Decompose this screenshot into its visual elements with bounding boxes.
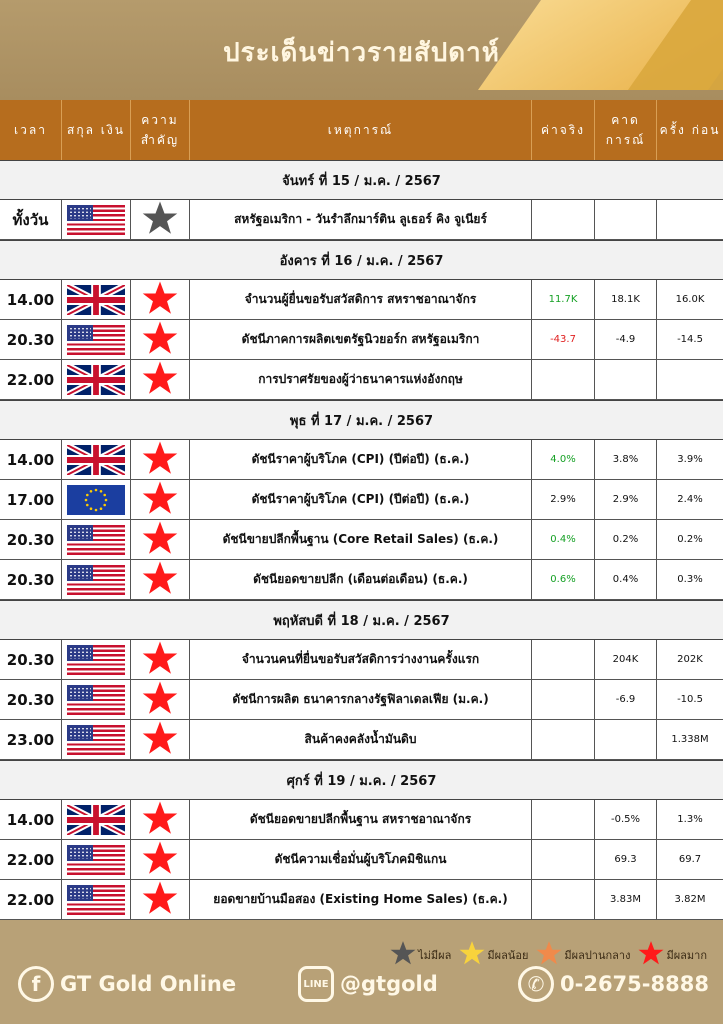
facebook-contact[interactable] (18, 966, 236, 1002)
importance-star-icon (142, 880, 178, 920)
event-row (0, 200, 723, 240)
previous-value: 3.9% (677, 454, 703, 465)
forecast-value: -4.9 (615, 334, 636, 345)
event-row (0, 280, 723, 320)
forecast-value: 2.9% (612, 494, 639, 505)
line-icon: LINE (298, 966, 334, 1002)
importance-star-icon (142, 800, 178, 840)
forecast-value: 3.83M (610, 894, 641, 905)
star-medium-icon (536, 940, 562, 969)
event-time: 22.00 (6, 370, 55, 389)
line-contact[interactable] (298, 966, 438, 1002)
event-name: สินค้าคงคลังน้ำมันดิบ (304, 732, 417, 746)
event-row (0, 840, 723, 880)
line-label: @gtgold (340, 972, 438, 996)
header-importance: ความ สำคัญ (131, 100, 190, 160)
event-row (0, 480, 723, 520)
importance-star-icon (142, 280, 178, 320)
event-time: 14.00 (6, 290, 55, 309)
importance-legend (390, 940, 713, 969)
event-name: ดัชนียอดขายปลีกพื้นฐาน สหราชอาณาจักร (249, 812, 472, 826)
actual-value: 0.6% (550, 574, 576, 585)
facebook-icon: f (18, 966, 54, 1002)
importance-star-icon (142, 480, 178, 520)
forecast-value: 3.8% (612, 454, 639, 465)
event-name: ดัชนีการผลิต ธนาคารกลางรัฐฟิลาเดลเฟีย (ม.ค.) (232, 692, 489, 706)
event-row (0, 800, 723, 840)
event-name: จำนวนผู้ยื่นขอรับสวัสดิการ สหราชอาณาจักร (244, 292, 477, 306)
phone-icon: ✆ (518, 966, 554, 1002)
previous-value: 0.2% (677, 534, 703, 545)
previous-value: 1.3% (677, 814, 703, 825)
previous-value: -14.5 (677, 334, 703, 345)
date-label: ศุกร์ ที่ 19 / ม.ค. / 2567 (286, 773, 437, 789)
forecast-value: 0.2% (612, 534, 639, 545)
us-flag-icon (67, 685, 125, 715)
event-row (0, 640, 723, 680)
star-high-icon (638, 940, 664, 969)
previous-value: 16.0K (675, 294, 705, 305)
forecast-value: -0.5% (610, 814, 640, 825)
uk-flag-icon (67, 805, 125, 835)
event-time: 20.30 (6, 530, 55, 549)
us-flag-icon (67, 845, 125, 875)
previous-value: 1.338M (671, 734, 709, 745)
event-time: 20.30 (6, 690, 55, 709)
event-time: 23.00 (6, 730, 55, 749)
date-label: พุธ ที่ 17 / ม.ค. / 2567 (289, 413, 434, 429)
forecast-value: 69.3 (614, 854, 637, 865)
event-name: ดัชนีภาคการผลิตเขตรัฐนิวยอร์ก สหรัฐอเมริกา (241, 332, 480, 346)
event-row (0, 440, 723, 480)
actual-value: -43.7 (550, 334, 576, 345)
importance-star-icon (142, 680, 178, 720)
event-time: 22.00 (6, 890, 55, 909)
us-flag-icon (67, 565, 125, 595)
event-row (0, 560, 723, 600)
header-event: เหตุการณ์ (190, 100, 532, 160)
previous-value: 0.3% (677, 574, 703, 585)
event-name: ยอดขายบ้านมือสอง (Existing Home Sales) (ธ.ค.) (213, 892, 508, 906)
calendar-table (0, 160, 723, 920)
importance-star-icon (142, 360, 178, 400)
star-none-icon (390, 940, 416, 969)
us-flag-icon (67, 725, 125, 755)
date-row (0, 160, 723, 200)
event-row (0, 360, 723, 400)
header-previous: ครั้ง ก่อน (659, 123, 721, 137)
event-row (0, 880, 723, 920)
event-name: ดัชนีความเชื่อมั่นผู้บริโภคมิชิแกน (274, 852, 447, 866)
actual-value: 11.7K (548, 294, 578, 305)
uk-flag-icon (67, 445, 125, 475)
us-flag-icon (67, 325, 125, 355)
header-time: เวลา (0, 100, 62, 160)
event-time: 22.00 (6, 850, 55, 869)
event-row (0, 720, 723, 760)
phone-label: 0-2675-8888 (560, 972, 709, 996)
table-header (0, 100, 723, 160)
importance-star-icon (142, 440, 178, 480)
importance-star-icon (142, 520, 178, 560)
uk-flag-icon (67, 285, 125, 315)
legend-medium-label: มีผลปานกลาง (564, 948, 631, 962)
star-low-icon (459, 940, 485, 969)
date-row (0, 760, 723, 800)
actual-value: 2.9% (550, 494, 576, 505)
event-time: 14.00 (6, 810, 55, 829)
importance-star-icon (142, 720, 178, 760)
importance-star-icon (142, 560, 178, 600)
header-currency: สกุล เงิน (62, 100, 131, 160)
uk-flag-icon (67, 365, 125, 395)
date-label: อังคาร ที่ 16 / ม.ค. / 2567 (279, 253, 444, 269)
us-flag-icon (67, 885, 125, 915)
event-time: 20.30 (6, 330, 55, 349)
importance-star-icon (142, 640, 178, 680)
page-title: ประเด็นข่าวรายสัปดาห์ (223, 38, 500, 68)
us-flag-icon (67, 205, 125, 235)
forecast-value: 0.4% (612, 574, 639, 585)
previous-value: -10.5 (677, 694, 703, 705)
event-time: ทั้งวัน (12, 210, 49, 229)
header-actual: ค่าจริง (532, 100, 595, 160)
event-row (0, 320, 723, 360)
legend-low-label: มีผลน้อย (487, 948, 529, 962)
date-label: พฤหัสบดี ที่ 18 / ม.ค. / 2567 (273, 613, 450, 629)
title-banner (0, 0, 723, 100)
forecast-value: 204K (612, 654, 639, 665)
previous-value: 3.82M (674, 894, 706, 905)
date-label: จันทร์ ที่ 15 / ม.ค. / 2567 (282, 173, 441, 189)
event-time: 14.00 (6, 450, 55, 469)
event-name: ดัชนีราคาผู้บริโภค (CPI) (ปีต่อปี) (ธ.ค.) (251, 492, 470, 506)
legend-high-label: มีผลมาก (666, 948, 707, 962)
eu-flag-icon (67, 485, 125, 515)
event-name: ดัชนีราคาผู้บริโภค (CPI) (ปีต่อปี) (ธ.ค.) (251, 452, 470, 466)
forecast-value: -6.9 (615, 694, 636, 705)
event-name: ดัชนียอดขายปลีก (เดือนต่อเดือน) (ธ.ค.) (253, 572, 468, 586)
date-row (0, 240, 723, 280)
event-time: 17.00 (6, 490, 55, 509)
event-time: 20.30 (6, 650, 55, 669)
importance-star-icon (142, 200, 178, 240)
header-forecast: คาด การณ์ (595, 100, 657, 160)
event-name: ดัชนีขายปลีกพื้นฐาน (Core Retail Sales) (ธ.ค.) (222, 532, 499, 546)
event-row (0, 680, 723, 720)
previous-value: 69.7 (678, 854, 702, 865)
previous-value: 202K (677, 654, 703, 665)
us-flag-icon (67, 525, 125, 555)
previous-value: 2.4% (677, 494, 703, 505)
event-name: การปราศรัยของผู้ว่าธนาคารแห่งอังกฤษ (258, 372, 463, 386)
facebook-label: GT Gold Online (60, 972, 237, 996)
event-name: จำนวนคนที่ยื่นขอรับสวัสดิการว่างงานครั้งแรก (241, 652, 480, 666)
event-row (0, 520, 723, 560)
importance-star-icon (142, 840, 178, 880)
date-row (0, 600, 723, 640)
event-time: 20.30 (6, 570, 55, 589)
event-name: สหรัฐอเมริกา - วันรำลึกมาร์ติน ลูเธอร์ คิง จูเนียร์ (234, 212, 487, 226)
importance-star-icon (142, 320, 178, 360)
actual-value: 4.0% (550, 454, 576, 465)
date-row (0, 400, 723, 440)
actual-value: 0.4% (550, 534, 576, 545)
us-flag-icon (67, 645, 125, 675)
legend-none-label: ไม่มีผล (418, 948, 452, 962)
forecast-value: 18.1K (611, 294, 640, 305)
phone-contact[interactable] (518, 966, 709, 1002)
